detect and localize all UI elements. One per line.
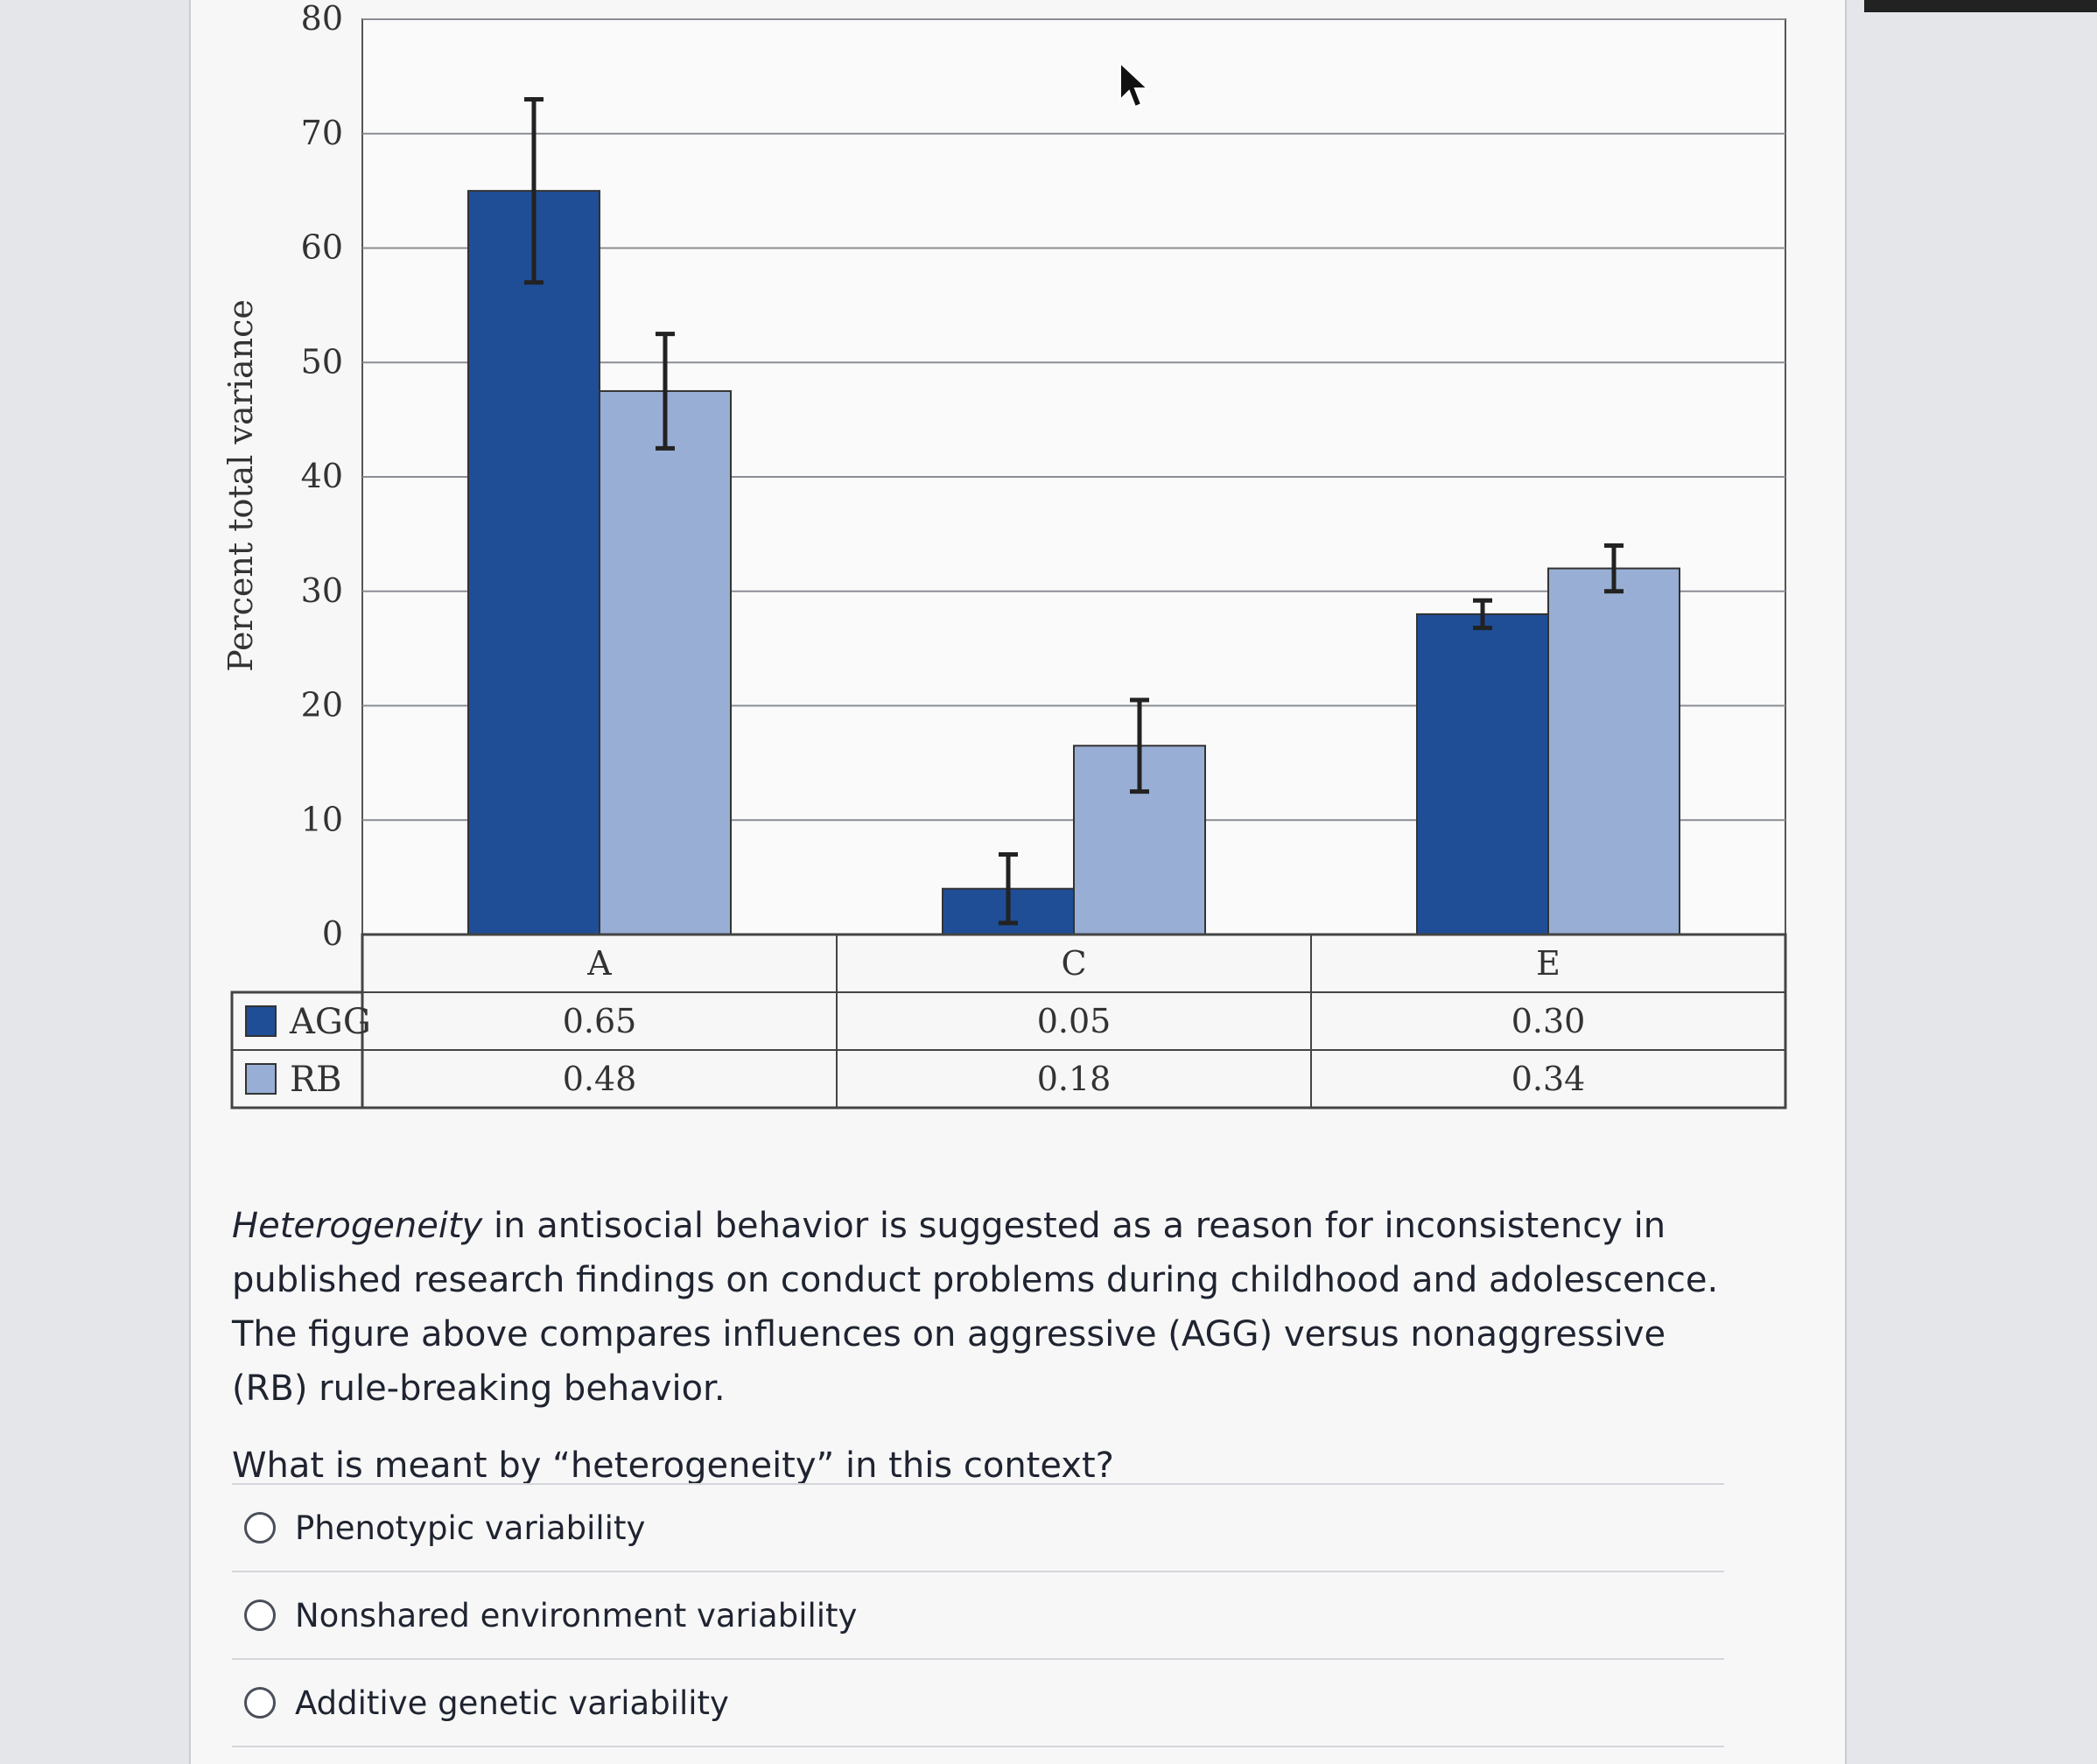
y-axis-label: Percent total variance: [221, 299, 260, 672]
data-label: 0.30: [1511, 1002, 1586, 1040]
option-label: Additive genetic variability: [295, 1684, 729, 1722]
y-tick-label: 50: [300, 342, 343, 382]
question-stem: [232, 1199, 1720, 1416]
y-tick-label: 0: [321, 914, 343, 953]
y-tick-label: 30: [300, 570, 343, 610]
radio-button[interactable]: [244, 1512, 276, 1544]
data-label: 0.18: [1036, 1060, 1112, 1098]
option-phenotypic[interactable]: [232, 1483, 1724, 1571]
y-tick-label: 80: [300, 0, 343, 38]
data-label: 0.05: [1036, 1002, 1112, 1040]
legend-label-rb: RB: [290, 1060, 342, 1100]
option-label: Nonshared environment variability: [295, 1596, 858, 1634]
x-tick-label: A: [587, 944, 612, 983]
y-tick-label: 70: [300, 113, 343, 152]
y-tick-label: 40: [300, 457, 343, 495]
y-tick-label: 10: [300, 800, 343, 839]
legend-swatch-agg: [246, 1006, 276, 1036]
data-label: 0.34: [1511, 1060, 1586, 1098]
question-text: [232, 1199, 1720, 1493]
radio-button[interactable]: [244, 1600, 276, 1631]
x-tick-label: E: [1536, 944, 1560, 983]
y-tick-label: 60: [300, 228, 343, 267]
answer-options: [232, 1483, 1724, 1747]
option-nonshared-environment[interactable]: [232, 1571, 1724, 1658]
bar-agg-E: [1417, 614, 1548, 934]
option-label: Phenotypic variability: [295, 1508, 646, 1547]
bar-rb-E: [1548, 569, 1680, 934]
radio-button[interactable]: [244, 1687, 276, 1718]
data-label: 0.48: [562, 1060, 637, 1098]
bar-rb-A: [600, 391, 731, 934]
legend-swatch-rb: [246, 1064, 276, 1094]
option-additive-genetic[interactable]: [232, 1658, 1724, 1747]
y-tick-label: 20: [300, 685, 343, 724]
data-label: 0.65: [562, 1002, 637, 1040]
bar-agg-A: [468, 191, 600, 934]
question-prompt: What is meant by “heterogeneity” in this context?: [232, 1446, 1114, 1486]
stem-term: Heterogeneity: [232, 1206, 483, 1246]
mouse-cursor-icon: [1119, 61, 1150, 110]
stem-rest: in antisocial behavior is suggested as a reason for inconsistency in published research findings on conduct problems during childhood and adolescence. The figure above compares influences on aggressive (AGG) versus nonaggressive (RB) rule-breaking behavior.: [232, 1206, 1719, 1409]
legend-label-agg: AGG: [290, 1002, 371, 1042]
x-tick-label: C: [1061, 944, 1087, 983]
